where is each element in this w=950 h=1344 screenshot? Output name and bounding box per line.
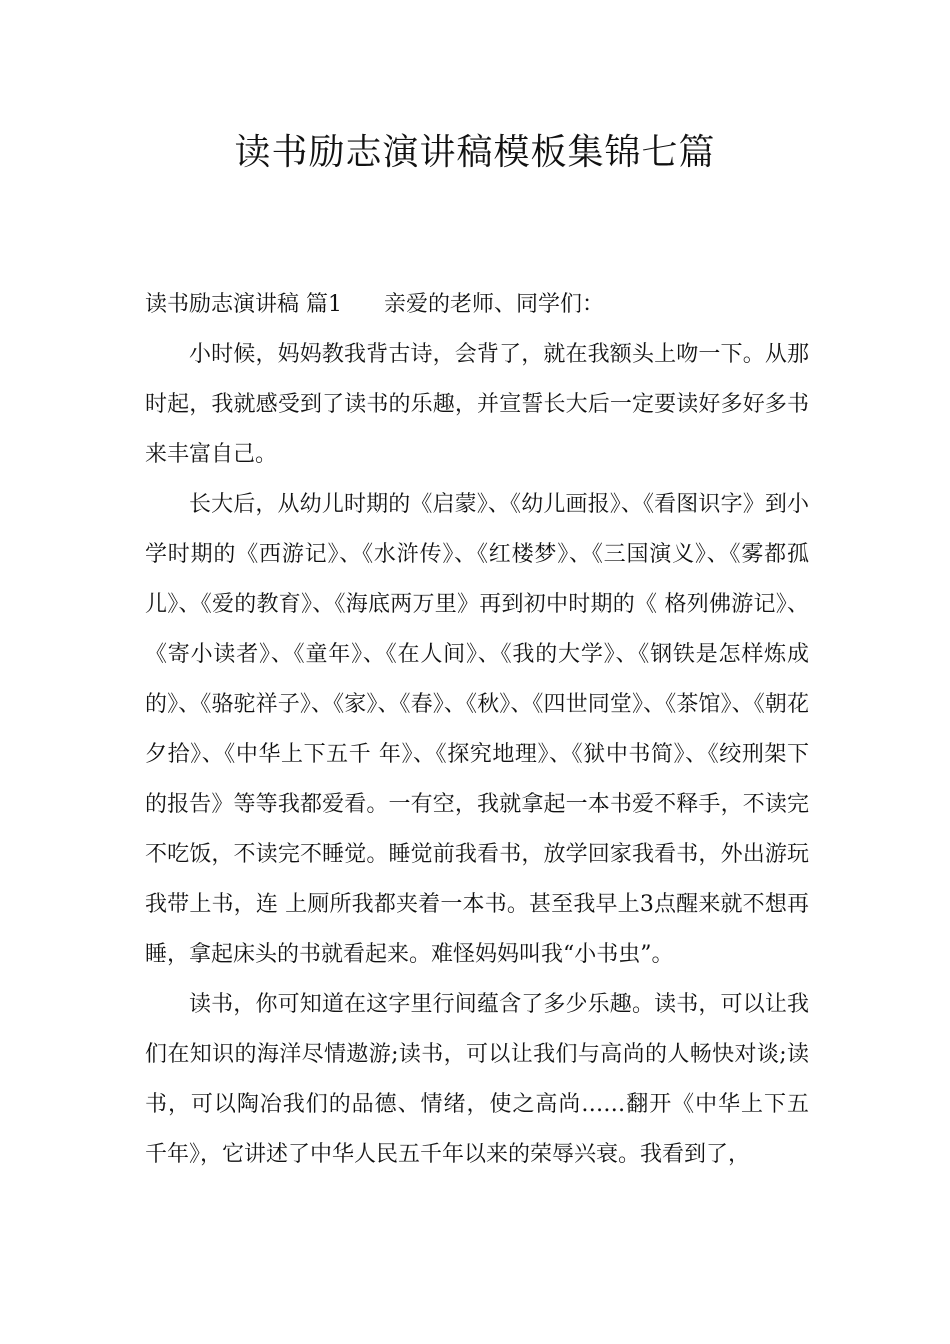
- salutation: 亲爱的老师、同学们：: [384, 292, 605, 317]
- paragraph-2: 长大后，从幼儿时期的《启蒙》、《幼儿画报》、《看图识字》到小学时期的《西游记》、《水浒传》、《红楼梦》、《三国演义》、《雾都孤儿》、《爱的教育》、《海底两万里》再到初中时期的《 格列佛游记》、《寄小读者》、《童年》、《在人间》、《我的大学》、《钢铁是怎样炼成的》、《骆驼祥子》、《家》、《春》、《秋》、《四世同堂》、《茶馆》、《朝花夕拾》、《中华上下五千 年》、《探究地理》、《狱中书简》、《绞刑架下的报告》等等我都爱看。一有空，我就拿起一本书爱不释手，不读完不吃饭，不读完不睡觉。睡觉前我看书，放学回家我看书，外出游玩我带上书，连 上厕所我都夹着一本书。甚至我早上3点醒来就不想再睡，拿起床头的书就看起来。难怪妈妈叫我“小书虫”。: [145, 492, 809, 967]
- page-title: 读书励志演讲稿模板集锦七篇: [234, 132, 716, 173]
- paragraph-1: 小时候，妈妈教我背古诗，会背了，就在我额头上吻一下。从那时起，我就感受到了读书的乐趣，并宣誓长大后一定要读好多好多书来丰富自己。: [145, 342, 809, 467]
- document-body: [145, 280, 809, 1180]
- paragraph-3: 读书，你可知道在这字里行间蕴含了多少乐趣。读书，可以让我们在知识的海洋尽情遨游;读书，可以让我们与高尚的人畅快对谈;读书，可以陶冶我们的品德、情绪，使之高尚……翻开《中华上下五 千年》，它讲述了中华人民五千年以来的荣辱兴衰。我看到了，: [145, 992, 809, 1167]
- section-label: 读书励志演讲稿 篇1: [145, 292, 342, 317]
- section-heading-line: [145, 280, 809, 330]
